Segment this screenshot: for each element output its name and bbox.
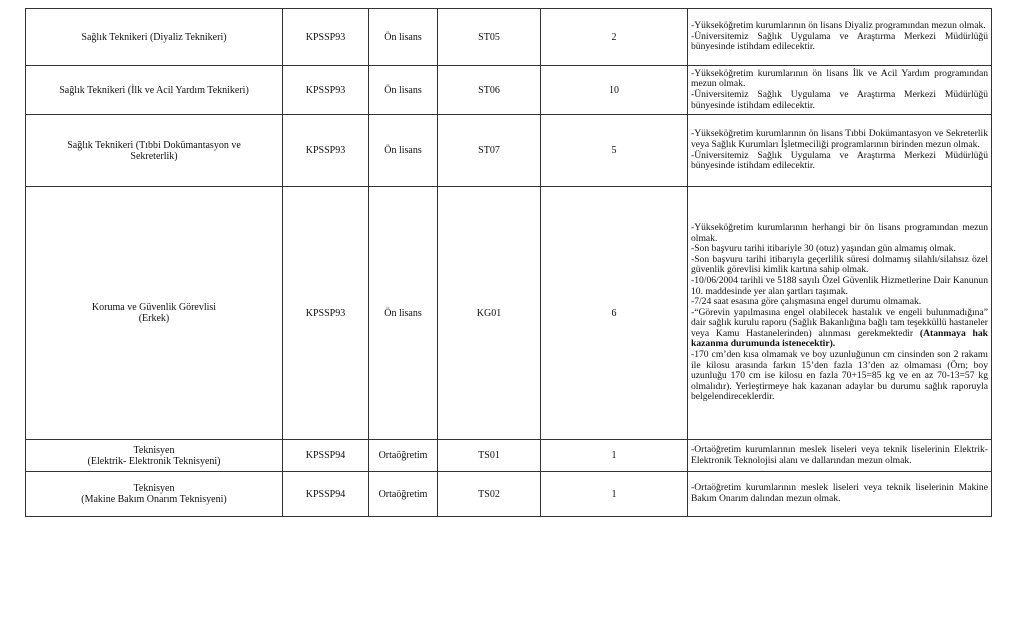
position-title-cell bbox=[26, 187, 283, 440]
table-row bbox=[26, 66, 992, 115]
position-code-cell: ST07 bbox=[438, 115, 541, 187]
education-level-cell: Ortaöğretim bbox=[369, 440, 438, 472]
position-count-cell: 6 bbox=[541, 187, 688, 440]
exam-type-cell: KPSSP94 bbox=[283, 472, 369, 517]
requirements-cell bbox=[688, 472, 992, 517]
position-count-cell: 1 bbox=[541, 472, 688, 517]
requirement-item: -Ortaöğretim kurumlarının meslek liseleri veya teknik liselerinin Makine Bakım Onarım dalından mezun olmak. bbox=[691, 482, 988, 504]
position-code-cell: ST06 bbox=[438, 66, 541, 115]
position-title: Sağlık Teknikeri (Tıbbi Dokümantasyon ve bbox=[67, 139, 241, 151]
requirement-item: -Üniversitemiz Sağlık Uygulama ve Araştırma Merkezi Müdürlüğü bünyesinde istihdam edilecektir. bbox=[691, 30, 988, 53]
position-title-suffix: (Makine Bakım Onarım Teknisyeni) bbox=[81, 494, 227, 505]
requirements-cell bbox=[688, 440, 992, 472]
position-count-cell: 2 bbox=[541, 9, 688, 66]
position-title: Teknisyen bbox=[133, 444, 175, 456]
table-row bbox=[26, 187, 992, 440]
table-row bbox=[26, 472, 992, 517]
position-count-cell: 10 bbox=[541, 66, 688, 115]
position-title: Sağlık Teknikeri (İlk ve Acil Yardım Teknikeri) bbox=[59, 84, 249, 96]
education-level-cell: Ön lisans bbox=[369, 66, 438, 115]
requirements-cell bbox=[688, 9, 992, 66]
health-report-requirement bbox=[691, 308, 988, 350]
requirement-item: -7/24 saat esasına göre çalışmasına engel durumu olmamak. bbox=[691, 296, 922, 308]
education-level-cell: Ortaöğretim bbox=[369, 472, 438, 517]
table-row bbox=[26, 115, 992, 187]
requirement-item: -Son başvuru tarihi itibariyle 30 (otuz) yaşından gün almamış olmak. bbox=[691, 243, 956, 255]
position-title-cell bbox=[26, 66, 283, 115]
requirements-cell bbox=[688, 66, 992, 115]
position-code-cell: ST05 bbox=[438, 9, 541, 66]
requirements-cell bbox=[688, 115, 992, 187]
exam-type-cell: KPSSP94 bbox=[283, 440, 369, 472]
education-level-cell: Ön lisans bbox=[369, 115, 438, 187]
table-row bbox=[26, 440, 992, 472]
position-title-cell bbox=[26, 9, 283, 66]
position-title: Koruma ve Güvenlik Görevlisi bbox=[91, 302, 217, 313]
health-report-text: -“Görevin yapılmasına engel olabilecek hastalık ve engeli bulunmadığına” dair sağlık kurulu raporu (Sağlık Bakanlığına bağlı tam teşekküllü hastaneler veya Kamu Hastanelerinden) alınması gerekmektedir bbox=[691, 306, 988, 339]
education-level-cell: Ön lisans bbox=[369, 9, 438, 66]
position-title-suffix: (Erkek) bbox=[138, 313, 170, 324]
position-code-cell: TS02 bbox=[438, 472, 541, 517]
requirement-item: -Üniversitemiz Sağlık Uygulama ve Araştırma Merkezi Müdürlüğü bünyesinde istihdam edilecektir. bbox=[691, 89, 988, 111]
requirements-cell bbox=[688, 187, 992, 440]
requirement-item: -Yükseköğretim kurumlarının ön lisans İlk ve Acil Yardım programından mezun olmak. bbox=[691, 67, 988, 90]
position-count-cell: 1 bbox=[541, 440, 688, 472]
education-level-cell: Ön lisans bbox=[369, 187, 438, 440]
table-row bbox=[26, 9, 992, 66]
position-title-cell bbox=[26, 440, 283, 472]
requirement-item: -10/06/2004 tarihli ve 5188 sayılı Özel Güvenlik Hizmetlerine Dair Kanunun 10. maddesinde yer alan şartları taşımak. bbox=[691, 274, 988, 297]
positions-table bbox=[25, 8, 992, 517]
requirement-item: -Üniversitemiz Sağlık Uygulama ve Araştırma Merkezi Müdürlüğü bünyesinde istihdam edilecektir. bbox=[691, 149, 988, 172]
position-title: Teknisyen bbox=[133, 483, 175, 494]
requirement-item: -Son başvuru tarihi itibarıyla geçerlilik süresi dolmamış silahlı/silahsız özel güvenlik görevlisi kimlik kartına sahip olmak. bbox=[691, 253, 988, 276]
position-title-suffix: (Elektrik- Elektronik Teknisyeni) bbox=[87, 455, 221, 467]
exam-type-cell: KPSSP93 bbox=[283, 187, 369, 440]
position-count-cell: 5 bbox=[541, 115, 688, 187]
position-code-cell: TS01 bbox=[438, 440, 541, 472]
position-title-suffix: Sekreterlik) bbox=[130, 150, 178, 162]
exam-type-cell: KPSSP93 bbox=[283, 115, 369, 187]
requirement-item: -Ortaöğretim kurumlarının meslek liseleri veya teknik liselerinin Elektrik-Elektronik Teknolojisi alanı ve dallarından mezun olmak. bbox=[691, 443, 988, 466]
position-title-cell bbox=[26, 472, 283, 517]
position-title-cell bbox=[26, 115, 283, 187]
height-weight-requirement: -170 cm’den kısa olmamak ve boy uzunluğunun cm cinsinden son 2 rakamı ile kilosu arasında farkın 15’den fazla 13’den az olmaması (Örn; boy uzunluğu 170 cm ise kilosu en fazla 70+15=85 kg ve en az 70-13=57 kg olmalıdır). Yerleştirmeye hak kazanan adaylar bu durumu sağlık raporuyla belgelendireceklerdir. bbox=[691, 349, 988, 403]
position-code-cell: KG01 bbox=[438, 187, 541, 440]
requirement-item: -Yükseköğretim kurumlarının ön lisans Tıbbi Dokümantasyon ve Sekreterlik veya Sağlık Kurumları İşletmeciliği programlarının birinden mezun olmak. bbox=[691, 128, 988, 150]
requirement-item: -Yükseköğretim kurumlarının herhangi bir ön lisans programından mezun olmak. bbox=[691, 221, 988, 244]
requirement-item: -Yükseköğretim kurumlarının ön lisans Diyaliz programından mezun olmak. bbox=[691, 20, 986, 32]
exam-type-cell: KPSSP93 bbox=[283, 66, 369, 115]
health-report-note: (Atanmaya hak kazanma durumunda istenecektir). bbox=[691, 327, 989, 350]
exam-type-cell: KPSSP93 bbox=[283, 9, 369, 66]
position-title: Sağlık Teknikeri (Diyaliz Teknikeri) bbox=[81, 31, 227, 43]
